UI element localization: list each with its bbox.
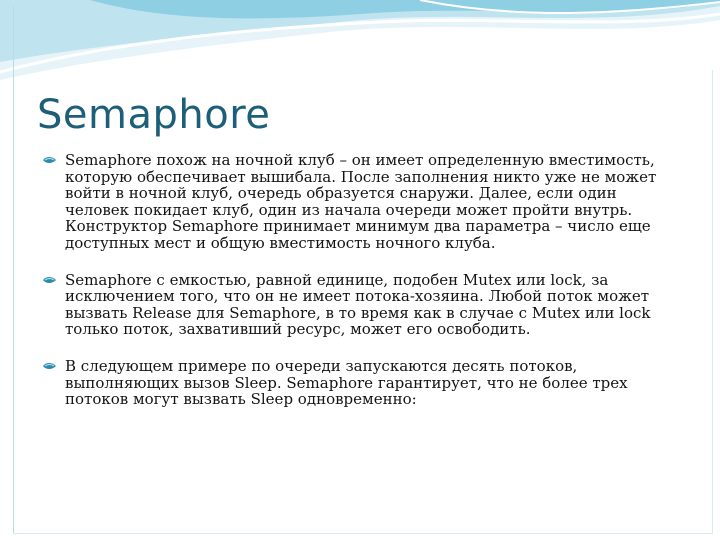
bullet-item [40,152,680,252]
bullet-item [40,358,680,408]
bullet-leaf-icon [43,362,56,370]
bullet-text: Semaphore похож на ночной клуб – он имеет определенную вместимость, которую обеспечивает вышибала. После заполнения никто уже не может войти в ночной клуб, очередь образуется снаружи. Далее, если один человек покидает клуб, один из начала очереди может пройти внутрь. Конструктор Semaphore принимает минимум два параметра – число еще доступных мест и общую вместимость ночного клуба. [65,151,657,252]
header-waves-decoration [0,0,720,90]
bullet-text: В следующем примере по очереди запускаются десять потоков, выполняющих вызов Sleep. Semaphore гарантирует, что не более трех потоков могут вызвать Sleep одновременно: [65,356,628,409]
bullet-leaf-icon [43,156,56,164]
frame-left-line [13,6,14,534]
bullet-item [40,272,680,338]
frame-bottom-line [13,533,713,534]
slide-title: Semaphore [37,92,271,138]
bullet-text: Semaphore с емкостью, равной единице, подобен Mutex или lock, за исключением того, что он не имеет потока-хозяина. Любой поток может вызвать Release для Semaphore, в то время как в случае с Mutex или lock только поток, захвативший ресурс, может его освободить. [65,270,651,339]
bullet-list [40,152,680,428]
bullet-leaf-icon [43,276,56,284]
frame-right-line [712,70,713,534]
